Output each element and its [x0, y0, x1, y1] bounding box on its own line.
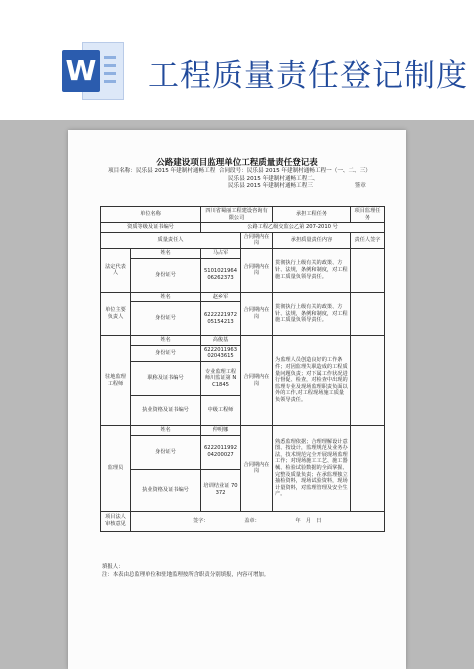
word-line-3: [104, 72, 116, 75]
task-value: 项目监理任务: [351, 207, 385, 223]
name-label: 姓名: [131, 425, 201, 435]
license-value: 中级工程师: [201, 395, 241, 425]
cert-value: 专业监理工程师川监证第 NC1845: [201, 361, 241, 395]
responsibility-table: [100, 206, 385, 532]
table-row: [101, 425, 385, 435]
role-cell: 法定代表人: [101, 248, 131, 292]
word-logo-icon: [62, 42, 124, 100]
tenure-cell: 合同期内在岗: [241, 336, 273, 426]
name-label: 姓名: [131, 336, 201, 346]
name-value: 马占军: [201, 248, 241, 258]
header-person: 质量责任人: [101, 232, 241, 248]
id-value: 510102196406262373: [201, 258, 241, 292]
preview-stage: [0, 120, 474, 669]
header-tenure: 合同期内在岗: [241, 232, 273, 248]
qual-row: [101, 223, 385, 233]
signature-cell: [351, 248, 385, 292]
signature-cell: [351, 336, 385, 426]
review-sign-line: [131, 511, 385, 531]
id-label: 身份证号: [131, 258, 201, 292]
tenure-cell: 合同期内在岗: [241, 248, 273, 292]
name-value: 高俊基: [201, 336, 241, 346]
tenure-cell: 合同期内在岗: [241, 292, 273, 336]
license-label: 执业资格及证书编号: [131, 395, 201, 425]
role-cell: 单位主要负责人: [101, 292, 131, 336]
table-row: [101, 336, 385, 346]
duty-cell: 为监理人员创造良好的工作条件；对因监理失职造成的工程质量问题负责；对下属工作状况进行督促、检查，对检查中出现的监理专业及现场监理职责负面以外的工作,对工程现场施工质量负领导责任。: [273, 336, 351, 426]
qual-label: 资质等级及证书编号: [101, 223, 201, 233]
contract-2: 民乐县 2015 年建制村通畅工程二、: [228, 175, 319, 182]
review-date: 年 月 日: [295, 517, 322, 524]
word-line-1: [104, 56, 116, 59]
word-line-2: [104, 64, 116, 67]
banner: [0, 0, 474, 120]
qual-value: 公路工程乙级交监公乙第 207-2010 号: [201, 223, 385, 233]
signature-cell: [351, 292, 385, 336]
banner-title: 工程质量责任登记制度: [148, 58, 468, 94]
name-label: 姓名: [131, 248, 201, 258]
word-line-4: [104, 80, 116, 83]
header-row: [101, 232, 385, 248]
document-page: [68, 130, 406, 669]
footer-note: 注：本表由总监理单位和驻地监理按所含职责分别填报，内容可增加。: [102, 571, 270, 578]
tenure-cell: 合同期内在岗: [241, 425, 273, 511]
unit-name-value: 四川省蜀丽工程建设咨询有限公司: [201, 207, 273, 223]
role-cell: 驻地监理工程师: [101, 336, 131, 426]
review-row: [101, 511, 385, 531]
duty-cell: 贯彻执行上级有关的政策、方针、法规，条例和制度，对工程施工质量负领导责任。: [273, 248, 351, 292]
contract-3: 民乐县 2015 年建制村通畅工程三: [228, 183, 313, 190]
id-label: 身份证号: [131, 345, 201, 361]
header-signature: 责任人签字: [351, 232, 385, 248]
unit-row: [101, 207, 385, 223]
header-duty: 承担质量责任内容: [273, 232, 351, 248]
id-label: 身份证号: [131, 435, 201, 469]
duty-cell: 熟悉监理依据；合理理解设计意图、按设计，监理规范及业务办法，技术规范完全开展现场监理工作；对现场施工工艺、施工器械、检验试验数据的全面掌握、完整及质量负责；在承监理独立抽检资料，现场试验资料，现场计量资料，对监理管理及安全生产。: [273, 425, 351, 511]
name-value: 赵乡军: [201, 292, 241, 302]
name-value: 仲明娜: [201, 425, 241, 435]
cert-label: 职称及证书编号: [131, 361, 201, 395]
license-value: 培训结业证 70372: [201, 469, 241, 511]
id-value: 622201199204200027: [201, 435, 241, 469]
duty-cell: 贯彻执行上级有关的政策、方针、法规，条例和制度，对工程施工质量负领导责任。: [273, 292, 351, 336]
license-label: 执业资格及证书编号: [131, 469, 201, 511]
word-logo-letter: W: [62, 50, 100, 92]
filler-label: 填报人：: [102, 564, 124, 570]
unit-name-label: 单位名称: [101, 207, 201, 223]
name-label: 姓名: [131, 292, 201, 302]
task-label: 承担工程任务: [273, 207, 351, 223]
legal-review-label: 项目法人审核意见: [101, 511, 131, 531]
document-meta: [108, 168, 398, 191]
review-sign: 签字：: [193, 517, 209, 524]
review-seal: 盖章：: [244, 517, 260, 524]
signature-cell: [351, 425, 385, 511]
role-cell: 监理员: [101, 425, 131, 511]
table-row: [101, 292, 385, 302]
document-footer: [102, 564, 402, 579]
contract-no: 合同段号：民乐县 2015 年建制村通畅工程一（一、二、三）: [218, 168, 371, 174]
chapter-label: 签章: [354, 183, 366, 190]
id-value: 622201196302043615: [201, 345, 241, 361]
id-value: 622222197205154213: [201, 302, 241, 336]
id-label: 身份证号: [131, 302, 201, 336]
document-title: 公路建设项目监理单位工程质量责任登记表: [156, 158, 318, 168]
table-row: [101, 248, 385, 258]
project-name: 项目名称：民乐县 2015 年建制村通畅工程: [108, 168, 216, 174]
